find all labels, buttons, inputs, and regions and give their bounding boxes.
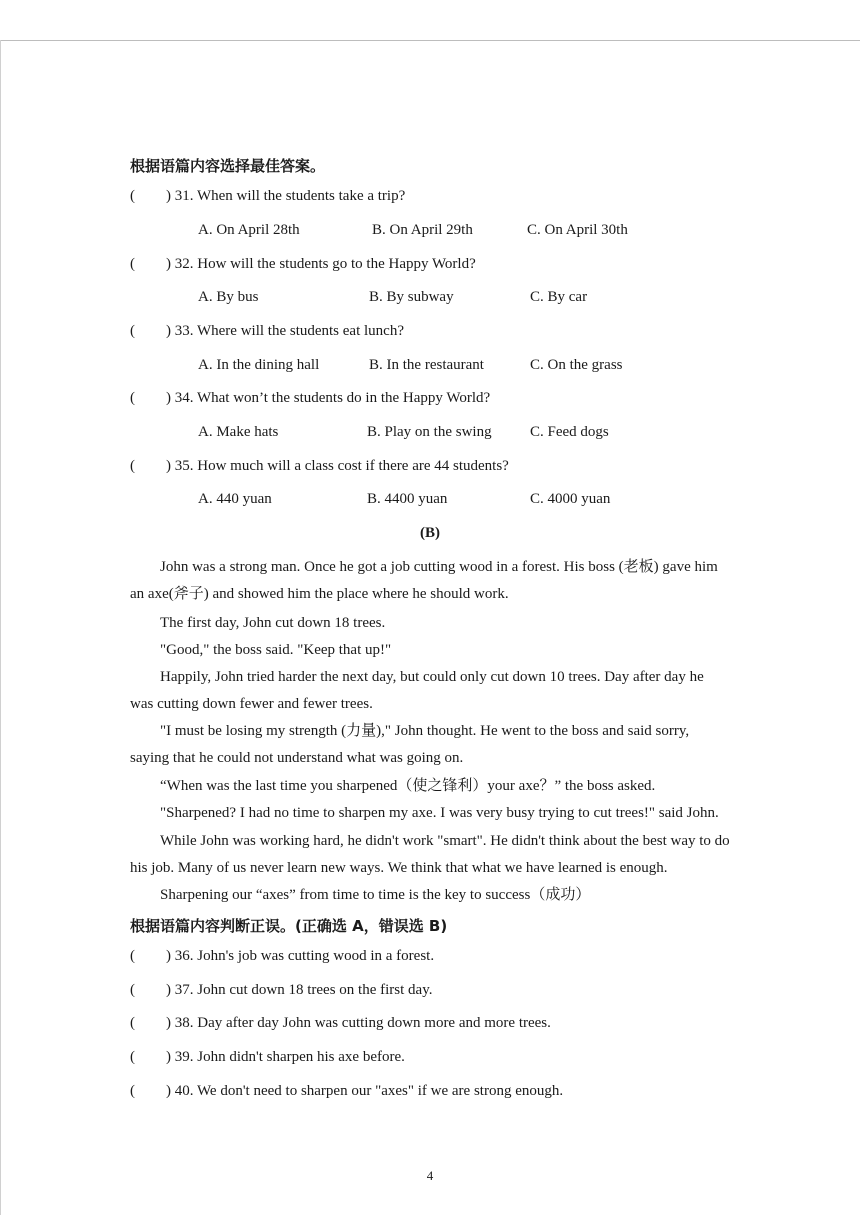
page-number: 4 bbox=[426, 1168, 434, 1183]
answer-paren: ( bbox=[130, 1049, 135, 1065]
passage-b-title: (B) bbox=[420, 525, 440, 541]
answer-paren: ( bbox=[130, 982, 135, 998]
option-32-c: C. By car bbox=[530, 289, 588, 305]
option-35-c: C. 4000 yuan bbox=[530, 491, 611, 507]
answer-paren: ( bbox=[130, 948, 135, 964]
question-text: ) 34. What won’t the students do in the Happy World? bbox=[166, 390, 491, 406]
question-text: ) 40. We don't need to sharpen our "axes" if we are strong enough. bbox=[166, 1083, 564, 1099]
option-32-a: A. By bus bbox=[198, 289, 259, 305]
question-text: ) 38. Day after day John was cutting down more and more trees. bbox=[166, 1015, 551, 1031]
passage-paragraph: Happily, John tried harder the next day, but could only cut down 10 trees. Day after day he was cutting down fewer and fewer trees. bbox=[130, 669, 704, 712]
passage-paragraph: “When was the last time you sharpened（使之锋利）your axe？” the boss asked. bbox=[160, 778, 656, 794]
question-31 bbox=[130, 188, 405, 205]
answer-paren: ( bbox=[130, 390, 135, 406]
answer-paren: ( bbox=[130, 256, 135, 272]
question-text: ) 39. John didn't sharpen his axe before. bbox=[166, 1049, 405, 1065]
answer-paren: ( bbox=[130, 323, 135, 339]
option-34-b: B. Play on the swing bbox=[367, 424, 492, 440]
option-33-c: C. On the grass bbox=[530, 357, 623, 373]
question-35 bbox=[130, 458, 509, 475]
passage-paragraph: John was a strong man. Once he got a job cutting wood in a forest. His boss (老板) gave him an axe(斧子) and showed him the place where he should work. bbox=[130, 559, 718, 602]
answer-paren: ( bbox=[130, 1015, 135, 1031]
option-33-b: B. In the restaurant bbox=[369, 357, 484, 373]
answer-paren: ( bbox=[130, 458, 135, 474]
option-34-a: A. Make hats bbox=[198, 424, 279, 440]
question-34 bbox=[130, 390, 490, 407]
passage-paragraph: Sharpening our “axes” from time to time is the key to success（成功） bbox=[160, 887, 591, 903]
answer-paren: ( bbox=[130, 188, 135, 204]
passage-paragraph: The first day, John cut down 18 trees. bbox=[160, 615, 386, 631]
section1-instruction: 根据语篇内容选择最佳答案。 bbox=[130, 157, 326, 175]
question-text: ) 32. How will the students go to the Happy World? bbox=[166, 256, 476, 272]
passage-paragraph: "Sharpened? I had no time to sharpen my axe. I was very busy trying to cut trees!" said John. bbox=[160, 805, 719, 821]
question-text: ) 37. John cut down 18 trees on the first day. bbox=[166, 982, 433, 998]
option-31-b: B. On April 29th bbox=[372, 222, 473, 238]
question-33 bbox=[130, 323, 404, 340]
question-38 bbox=[130, 1015, 551, 1032]
section2-instruction: 根据语篇内容判断正误。(正确选 A，错误选 B) bbox=[130, 917, 448, 935]
question-40 bbox=[130, 1083, 563, 1100]
passage-paragraph: While John was working hard, he didn't work "smart". He didn't think about the best way to do his job. Many of us never learn new ways. We think that what we have learned is enough. bbox=[130, 833, 730, 876]
question-text: ) 35. How much will a class cost if there are 44 students? bbox=[166, 458, 509, 474]
option-35-b: B. 4400 yuan bbox=[367, 491, 448, 507]
question-37 bbox=[130, 982, 432, 999]
question-text: ) 36. John's job was cutting wood in a forest. bbox=[166, 948, 435, 964]
option-32-b: B. By subway bbox=[369, 289, 454, 305]
option-33-a: A. In the dining hall bbox=[198, 357, 320, 373]
question-32 bbox=[130, 256, 476, 273]
question-39 bbox=[130, 1049, 405, 1066]
passage-paragraph: "Good," the boss said. "Keep that up!" bbox=[160, 642, 392, 658]
question-text: ) 33. Where will the students eat lunch? bbox=[166, 323, 404, 339]
option-34-c: C. Feed dogs bbox=[530, 424, 609, 440]
option-31-a: A. On April 28th bbox=[198, 222, 300, 238]
passage-paragraph: "I must be losing my strength (力量)," John thought. He went to the boss and said sorry, saying that he could not understand what was going on. bbox=[130, 723, 690, 766]
answer-paren: ( bbox=[130, 1083, 135, 1099]
left-border-line bbox=[0, 40, 1, 1215]
top-border-line bbox=[0, 40, 860, 41]
option-31-c: C. On April 30th bbox=[527, 222, 628, 238]
question-36 bbox=[130, 948, 434, 965]
option-35-a: A. 440 yuan bbox=[198, 491, 272, 507]
question-text: ) 31. When will the students take a trip? bbox=[166, 188, 406, 204]
